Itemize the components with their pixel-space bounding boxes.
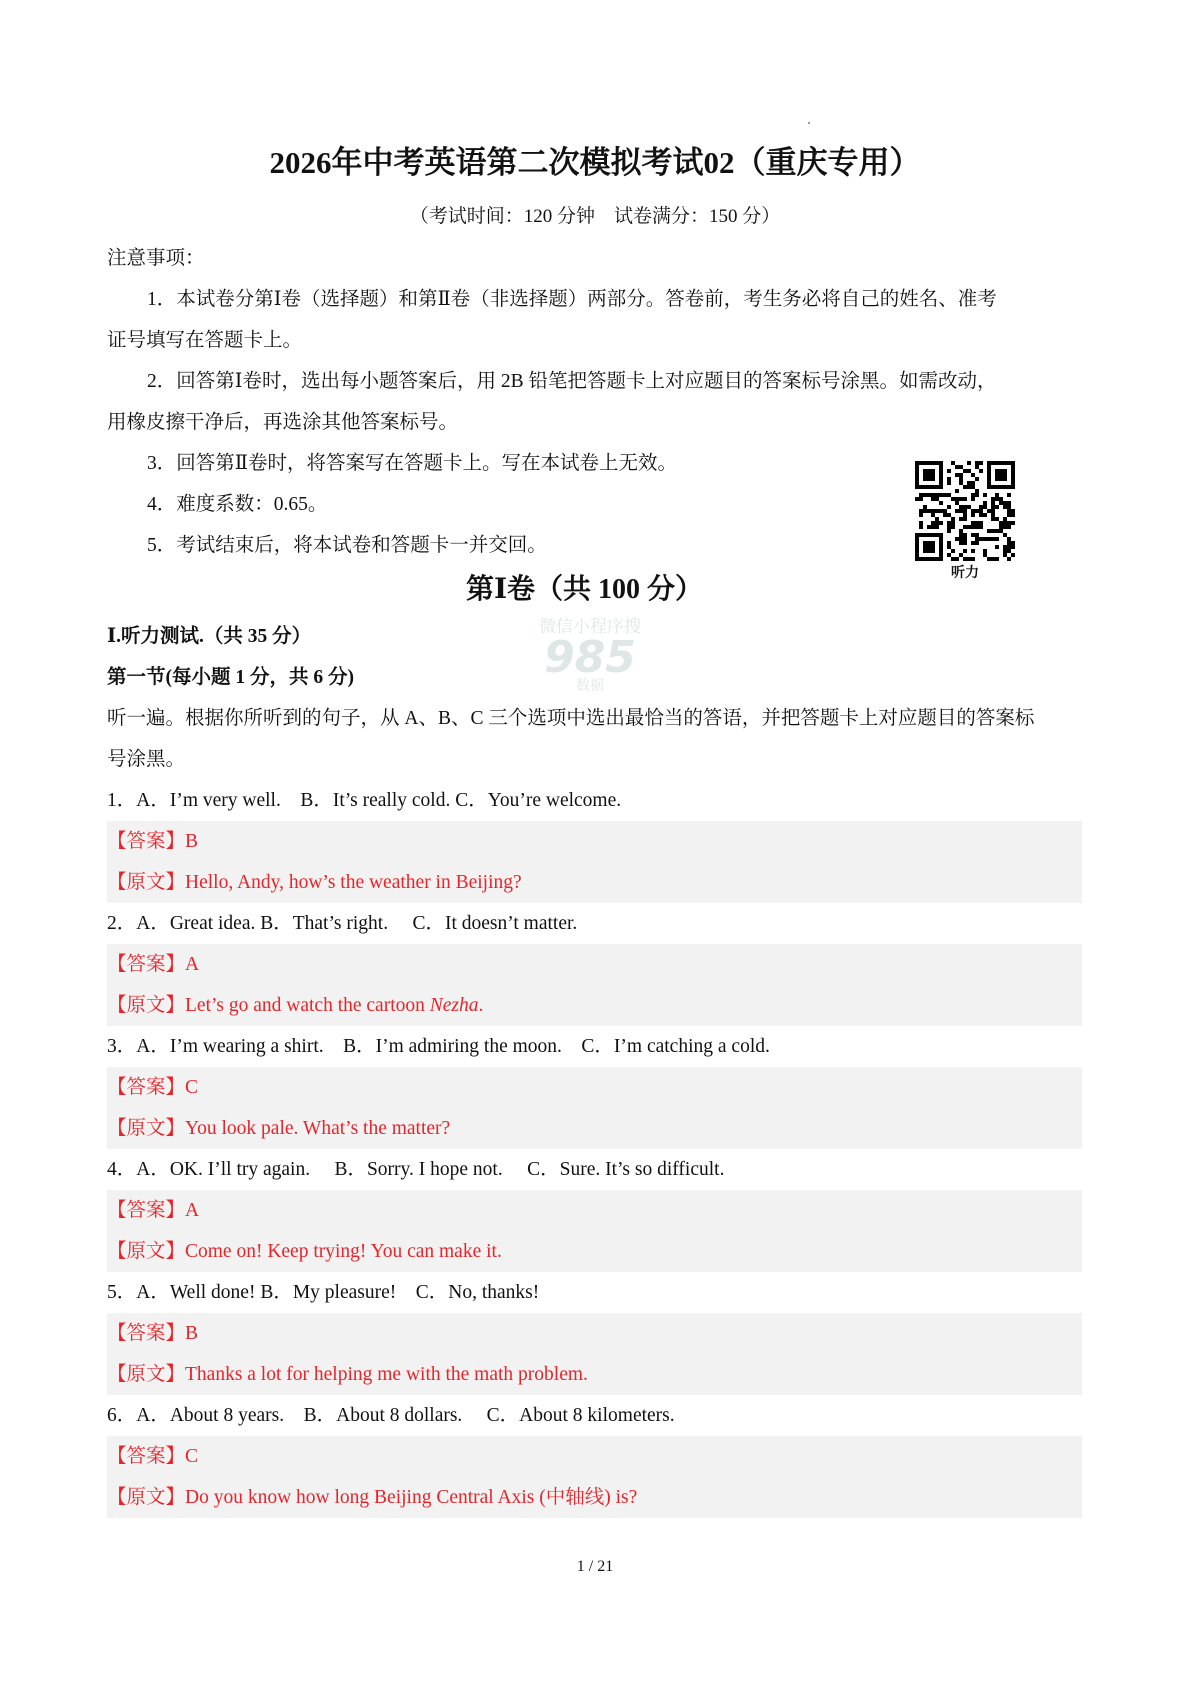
notice-item: 1．本试卷分第Ⅰ卷（选择题）和第Ⅱ卷（非选择题）两部分。答卷前，考生务必将自己的姓名、准考	[147, 289, 997, 310]
answer-line: 【答案】B	[107, 831, 199, 852]
script-line	[107, 1108, 450, 1149]
notice-item: 2．回答第Ⅰ卷时，选出每小题答案后，用 2B 铅笔把答题卡上对应题目的答案标号涂黑。如需改动，	[147, 371, 997, 392]
script-italic: Nezha	[429, 995, 479, 1016]
stray-mark	[808, 122, 810, 124]
answer-box	[107, 1190, 1082, 1272]
question-options: 3．A．I’m wearing a shirt. B．I’m admiring the moon. C．I’m catching a cold.	[107, 1036, 770, 1057]
notice-item: 3．回答第Ⅱ卷时，将答案写在答题卡上。写在本试卷上无效。	[147, 453, 678, 474]
notice-item: 证号填写在答题卡上。	[107, 330, 303, 351]
exam-info: （考试时间：120 分钟 试卷满分：150 分）	[409, 206, 781, 227]
question-options: 1．A．I’m very well. B．It’s really cold. C．You’re welcome.	[107, 790, 622, 811]
script-text: 【原文】Come on! Keep trying! You can make it.	[107, 1241, 502, 1262]
question-options: 4．A．OK. I’ll try again. B．Sorry. I hope not. C．Sure. It’s so difficult.	[107, 1159, 725, 1180]
script-line	[107, 1231, 502, 1272]
script-text: 【原文】Thanks a lot for helping me with the math problem.	[107, 1364, 588, 1385]
answer-line: 【答案】A	[107, 954, 200, 975]
instructions: 听一遍。根据你所听到的句子，从 A、B、C 三个选项中选出最恰当的答语，并把答题卡上对应题目的答案标	[107, 708, 1035, 729]
script-text: 【原文】Hello, Andy, how’s the weather in Beijing?	[107, 872, 522, 893]
answer-box	[107, 1067, 1082, 1149]
script-line	[107, 862, 522, 903]
watermark-line: 数据	[576, 679, 604, 694]
answer-line: 【答案】C	[107, 1446, 199, 1467]
notice-item: 4．难度系数：0.65。	[147, 494, 328, 515]
page-number: 1 / 21	[576, 1558, 614, 1575]
notice-item: 5．考试结束后，将本试卷和答题卡一并交回。	[147, 535, 547, 556]
answer-box	[107, 944, 1082, 1026]
part-heading: Ⅰ.听力测试.（共 35 分）	[107, 626, 312, 647]
notice-heading: 注意事项：	[107, 248, 205, 269]
script-text: 【原文】Do you know how long Beijing Central Axis (中轴线) is?	[107, 1487, 638, 1508]
question-options: 6．A．About 8 years. B．About 8 dollars. C．About 8 kilometers.	[107, 1405, 675, 1426]
question-options: 2．A．Great idea. B．That’s right. C．It doesn’t matter.	[107, 913, 578, 934]
section-title: 第Ⅰ卷（共 100 分）	[465, 574, 704, 605]
script-text: 【原文】Let’s go and watch the cartoon	[107, 995, 430, 1016]
answer-box	[107, 1436, 1082, 1518]
answer-line: 【答案】A	[107, 1200, 200, 1221]
qr-label: 听力	[951, 566, 979, 581]
script-line	[107, 985, 483, 1026]
watermark-line: 985	[544, 632, 636, 683]
answer-line: 【答案】C	[107, 1077, 199, 1098]
question-options: 5．A．Well done! B．My pleasure! C．No, thanks!	[107, 1282, 540, 1303]
script-line	[107, 1354, 588, 1395]
question-list	[107, 780, 1082, 1518]
qr-code-image	[915, 461, 1015, 561]
answer-line: 【答案】B	[107, 1323, 199, 1344]
instructions: 号涂黑。	[107, 749, 186, 770]
watermark-line: 微信小程序搜	[539, 617, 641, 636]
script-tail: .	[478, 995, 484, 1016]
script-text: 【原文】You look pale. What’s the matter?	[107, 1118, 451, 1139]
answer-box	[107, 1313, 1082, 1395]
page-title: 2026年中考英语第二次模拟考试02（重庆专用）	[269, 145, 921, 180]
subpart-heading: 第一节(每小题 1 分，共 6 分)	[107, 667, 354, 688]
answer-box	[107, 821, 1082, 903]
document-body	[107, 238, 1082, 1518]
notice-item: 用橡皮擦干净后，再选涂其他答案标号。	[107, 412, 459, 433]
script-line	[107, 1477, 637, 1518]
